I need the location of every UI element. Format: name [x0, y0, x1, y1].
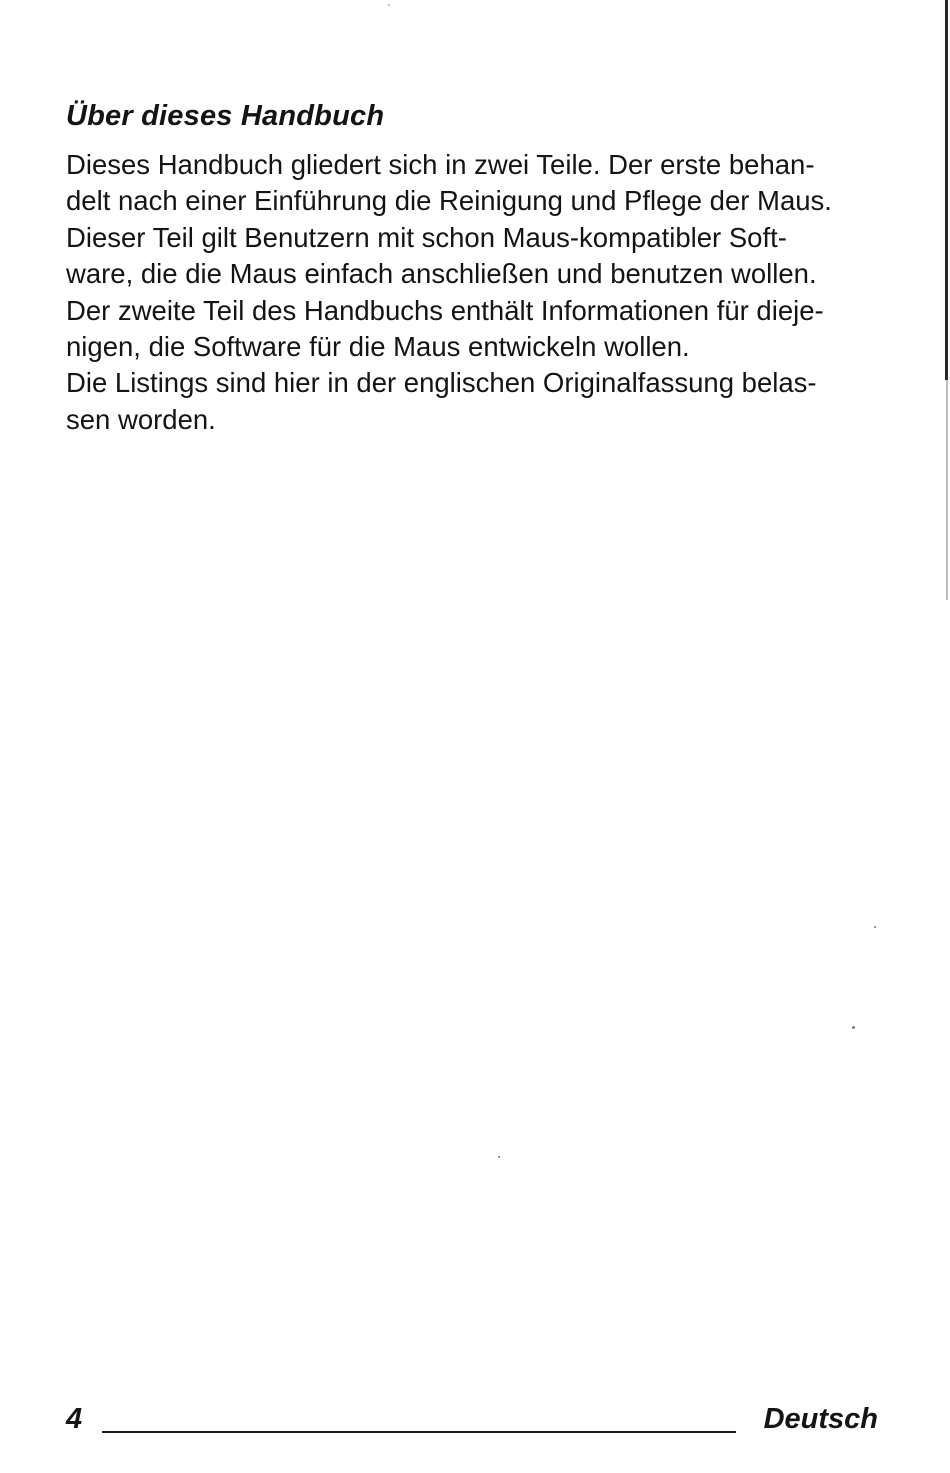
scan-speck	[874, 926, 876, 928]
body-paragraph	[66, 147, 886, 438]
scan-speck	[852, 1026, 855, 1029]
page-number: 4	[66, 1403, 83, 1435]
paragraph-line: ware, die die Maus einfach anschließen und benutzen wollen.	[66, 258, 817, 290]
scan-speck	[388, 4, 390, 6]
paragraph-line: Der zweite Teil des Handbuchs enthält Informationen für dieje-	[66, 294, 824, 326]
section-heading: Über dieses Handbuch	[66, 100, 385, 132]
paragraph-line: Dieses Handbuch gliedert sich in zwei Teile. Der erste behan-	[66, 149, 815, 180]
footer-rule	[102, 1431, 736, 1433]
footer-language-label: Deutsch	[763, 1403, 878, 1435]
page-footer	[66, 1400, 878, 1440]
scan-speck	[498, 1156, 500, 1158]
paragraph-line: nigen, die Software für die Maus entwickeln wollen.	[66, 331, 690, 363]
paragraph-line: Die Listings sind hier in der englischen Originalfassung belas-	[66, 367, 817, 399]
page-edge-shadow-faint	[946, 380, 948, 600]
paragraph-line: Dieser Teil gilt Benutzern mit schon Maus-kompatibler Soft-	[66, 221, 787, 253]
paragraph-line: delt nach einer Einführung die Reinigung und Pflege der Maus.	[66, 185, 832, 217]
paragraph-line: sen worden.	[66, 403, 216, 435]
page-edge-shadow	[945, 0, 948, 380]
